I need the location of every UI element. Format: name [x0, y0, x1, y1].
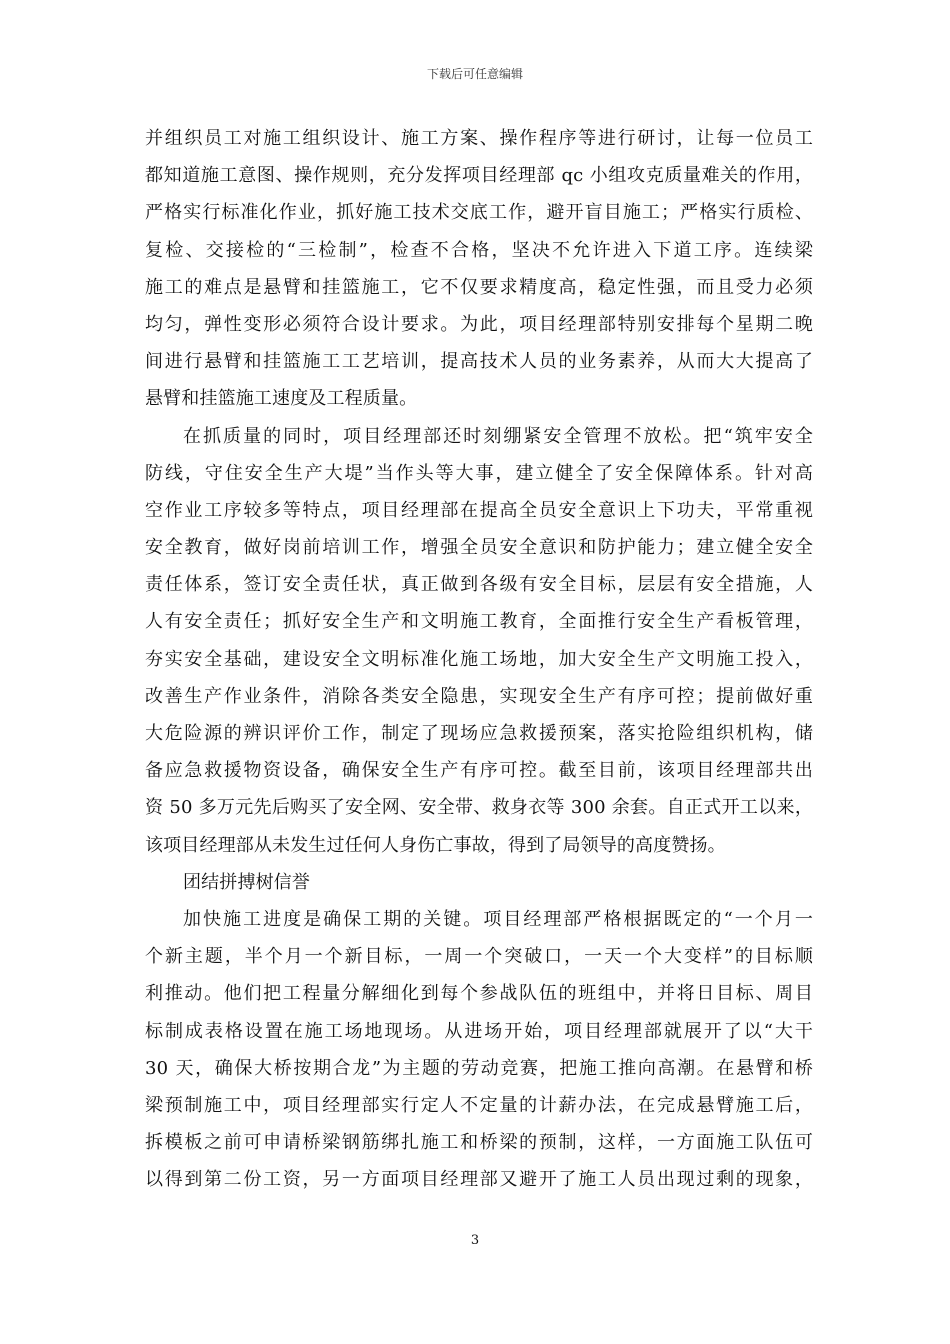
- paragraph-first-line: 加快施工进度是确保工期的关键。项目经理部严格根据既定的“一个月一: [183, 908, 813, 930]
- text-line: 安全教育，做好岗前培训工作，增强全员安全意识和防护能力；建立健全安全: [145, 537, 813, 559]
- section-heading: 团结拼搏树信誉: [183, 871, 311, 893]
- paragraph-first-line: 在抓质量的同时，项目经理部还时刻绷紧安全管理不放松。把“筑牢安全: [183, 425, 813, 447]
- text-line: 夯实安全基础，建设安全文明标准化施工场地，加大安全生产文明施工投入，: [145, 648, 813, 670]
- text-line: 都知道施工意图、操作规则，充分发挥项目经理部 qc 小组攻克质量难关的作用，: [145, 165, 813, 187]
- text-line: 人有安全责任；抓好安全生产和文明施工教育，全面推行安全生产看板管理，: [145, 611, 813, 633]
- text-line: 拆模板之前可申请桥梁钢筋绑扎施工和桥梁的预制，这样，一方面施工队伍可: [145, 1132, 813, 1154]
- text-line: 大危险源的辨识评价工作，制定了现场应急救援预案，落实抢险组织机构，储: [145, 723, 813, 744]
- page-header: 下载后可任意编辑: [426, 67, 523, 81]
- text-line: 责任体系，签订安全责任状，真正做到各级有安全目标，层层有安全措施，人: [145, 574, 813, 596]
- text-line: 悬臂和挂篮施工速度及工程质量。: [145, 388, 418, 410]
- text-line: 严格实行标准化作业，抓好施工技术交底工作，避开盲目施工；严格实行质检、: [145, 202, 813, 224]
- text-line: 该项目经理部从未发生过任何人身伤亡事故，得到了局领导的高度赞扬。: [145, 834, 726, 856]
- text-line: 以得到第二份工资，另一方面项目经理部又避开了施工人员出现过剩的现象，: [145, 1169, 813, 1191]
- text-line: 个新主题，半个月一个新目标，一周一个突破口，一天一个大变样”的目标顺: [145, 946, 813, 968]
- text-line: 资 50 多万元先后购买了安全网、安全带、救身衣等 300 余套。自正式开工以来，: [145, 797, 813, 819]
- text-line: 梁预制施工中，项目经理部实行定人不定量的计薪办法，在完成悬臂施工后，: [145, 1094, 813, 1116]
- page-number: 3: [470, 1233, 480, 1248]
- text-line: 复检、交接检的“三检制”，检查不合格，坚决不允许进入下道工序。连续梁: [145, 239, 813, 261]
- text-line: 改善生产作业条件，消除各类安全隐患，实现安全生产有序可控；提前做好重: [145, 685, 813, 707]
- text-line: 利推动。他们把工程量分解细化到每个参战队伍的班组中，并将日目标、周目: [145, 983, 813, 1005]
- text-line: 并组织员工对施工组织设计、施工方案、操作程序等进行研讨，让每一位员工: [145, 128, 813, 149]
- body-text: [145, 120, 813, 1198]
- text-line: 均匀，弹性变形必须符合设计要求。为此，项目经理部特别安排每个星期二晚: [145, 313, 813, 335]
- text-line: 间进行悬臂和挂篮施工工艺培训，提高技术人员的业务素养，从而大大提高了: [145, 351, 813, 373]
- text-line: 标制成表格设置在施工场地现场。从进场开始，项目经理部就展开了以“大干: [145, 1020, 813, 1042]
- text-line: 备应急救援物资设备，确保安全生产有序可控。截至目前，该项目经理部共出: [145, 760, 813, 782]
- text-line: 防线，守住安全生产大堤”当作头等大事，建立健全了安全保障体系。针对高: [145, 462, 813, 484]
- text-line: 30 天，确保大桥按期合龙”为主题的劳动竞赛，把施工推向高潮。在悬臂和桥: [145, 1057, 813, 1079]
- text-line: 施工的难点是悬臂和挂篮施工，它不仅要求精度高，稳定性强，而且受力必须: [145, 276, 813, 298]
- text-line: 空作业工序较多等特点，项目经理部在提高全员安全意识上下功夫，平常重视: [145, 499, 813, 521]
